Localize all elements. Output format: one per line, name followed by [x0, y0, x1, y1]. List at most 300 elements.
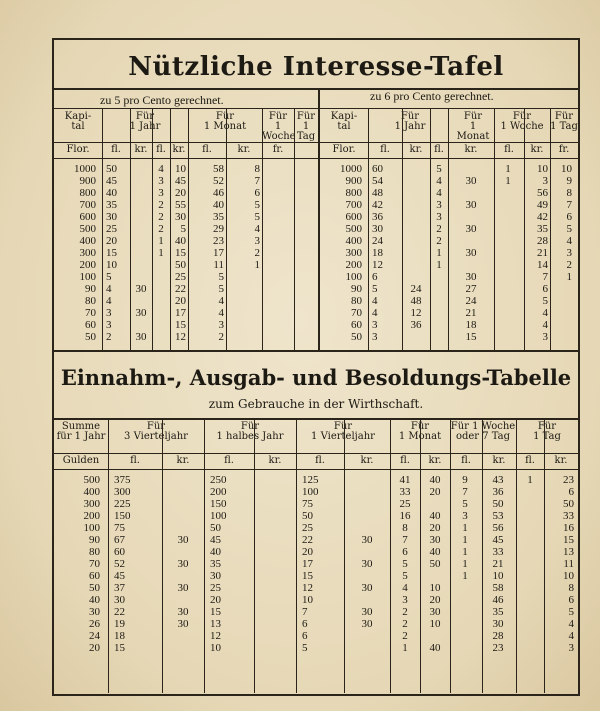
- table-cell: 15: [114, 642, 125, 654]
- income-unit-3: fl.: [224, 455, 234, 466]
- table-cell: [154, 319, 168, 331]
- income-unit-0: Gulden: [62, 455, 100, 466]
- table-cell: 900: [345, 175, 362, 187]
- table-cell: 6: [402, 546, 408, 558]
- table-cell: 15: [302, 570, 313, 582]
- column-rule: [108, 418, 109, 693]
- table-cell: 49: [537, 199, 548, 211]
- table-cell: 10: [106, 259, 117, 271]
- table-cell: [404, 211, 428, 223]
- table-cell: 300: [79, 247, 96, 259]
- table-cell: 36: [410, 319, 422, 331]
- table-cell: 52: [213, 175, 224, 187]
- table-cell: 14: [537, 259, 548, 271]
- table-cell: 40: [429, 474, 441, 486]
- table-cell: 30: [177, 558, 189, 570]
- table-cell: [256, 474, 292, 486]
- table-cell: 300: [83, 498, 100, 510]
- table-cell: 50: [429, 558, 441, 570]
- table-cell: 58: [213, 163, 224, 175]
- table-cell: [166, 642, 200, 654]
- table-cell: [256, 510, 292, 522]
- table-cell: 1000: [340, 163, 362, 175]
- table-cell: 50: [85, 331, 96, 343]
- table-cell: 36: [492, 486, 504, 498]
- table-cell: 20: [175, 295, 186, 307]
- table-cell: 25: [106, 223, 117, 235]
- table-cell: [348, 594, 386, 606]
- right-unit-6: kr.: [530, 144, 544, 155]
- table-cell: 6: [566, 211, 572, 223]
- table-cell: 30: [89, 606, 100, 618]
- income-header-2: Für 1 halbes Jahr: [216, 421, 284, 442]
- table-cell: [452, 259, 490, 271]
- table-cell: 40: [429, 510, 441, 522]
- table-cell: [452, 594, 478, 606]
- table-cell: [256, 606, 292, 618]
- table-cell: 5: [254, 199, 260, 211]
- right-header-3: Für 1 Woche: [500, 111, 544, 132]
- table-cell: 30: [465, 199, 477, 211]
- table-cell: [166, 498, 200, 510]
- table-cell: [552, 307, 572, 319]
- table-cell: 5: [566, 223, 572, 235]
- table-cell: [432, 283, 446, 295]
- table-cell: [404, 247, 428, 259]
- table-cell: 56: [492, 522, 504, 534]
- table-cell: 21: [492, 558, 504, 570]
- table-cell: [154, 295, 168, 307]
- table-cell: [422, 570, 448, 582]
- income-header-5: Für 1 Woche oder 7 Tag: [450, 421, 516, 442]
- table-cell: [132, 211, 150, 223]
- table-cell: 5: [462, 498, 468, 510]
- table-cell: 400: [345, 235, 362, 247]
- column-rule: [254, 418, 255, 693]
- table-cell: 50: [302, 510, 313, 522]
- table-cell: 2: [402, 630, 408, 642]
- table-cell: 35: [213, 211, 224, 223]
- table-cell: 30: [177, 534, 189, 546]
- table-cell: [348, 474, 386, 486]
- table-cell: 2: [158, 223, 164, 235]
- income-header-6: Für 1 Tag: [533, 421, 561, 442]
- table-cell: 30: [372, 223, 383, 235]
- table-cell: 15: [106, 247, 117, 259]
- table-cell: 4: [106, 295, 112, 307]
- table-cell: 48: [372, 187, 383, 199]
- income-unit-9: fl.: [461, 455, 471, 466]
- table-cell: 40: [106, 187, 117, 199]
- right-week-kr-col: [526, 163, 548, 343]
- table-cell: 10: [492, 570, 504, 582]
- table-cell: 75: [302, 498, 313, 510]
- column-rule: [170, 108, 171, 350]
- income-unit-7: fl.: [400, 455, 410, 466]
- table-cell: 24: [89, 630, 100, 642]
- table-cell: [552, 283, 572, 295]
- table-cell: 225: [114, 498, 131, 510]
- income-quarter-kr-col: [348, 474, 386, 654]
- table-cell: [232, 331, 260, 343]
- table-cell: 26: [89, 618, 100, 630]
- income-month-kr-tail-col: [422, 474, 448, 654]
- table-cell: 60: [89, 570, 100, 582]
- interest-title: Nützliche Interesse-Tafel: [128, 52, 504, 82]
- table-cell: 35: [210, 558, 221, 570]
- income-week-fl-col: [452, 474, 478, 654]
- table-cell: 22: [114, 606, 125, 618]
- table-cell: 37: [114, 582, 125, 594]
- table-cell: 6: [542, 283, 548, 295]
- table-cell: 40: [175, 235, 186, 247]
- table-cell: 30: [465, 247, 477, 259]
- table-cell: [422, 606, 448, 618]
- table-cell: 43: [492, 474, 504, 486]
- table-cell: 50: [351, 331, 362, 343]
- right-subtitle: zu 6 pro Cento gerechnet.: [370, 89, 494, 103]
- table-cell: 23: [563, 474, 574, 486]
- income-title: Einnahm-, Ausgab- und Besoldungs-Tabelle: [60, 365, 572, 390]
- table-cell: 28: [492, 630, 504, 642]
- table-cell: 70: [89, 558, 100, 570]
- table-cell: [256, 582, 292, 594]
- table-cell: 50: [89, 582, 100, 594]
- table-cell: [552, 331, 572, 343]
- table-cell: 53: [492, 510, 504, 522]
- table-cell: 90: [85, 283, 96, 295]
- income-unit-5: fl.: [315, 455, 325, 466]
- table-cell: [166, 486, 200, 498]
- table-cell: 12: [175, 331, 186, 343]
- table-cell: [154, 271, 168, 283]
- column-rule: [344, 418, 345, 693]
- table-cell: [348, 510, 386, 522]
- table-cell: 3: [542, 175, 548, 187]
- table-cell: 10: [302, 594, 313, 606]
- table-cell: 200: [79, 259, 96, 271]
- right-year-fl-col: [372, 163, 396, 343]
- column-rule: [482, 418, 483, 693]
- table-cell: [132, 235, 150, 247]
- column-rule: [450, 418, 451, 693]
- table-cell: 400: [83, 486, 100, 498]
- table-cell: [422, 474, 448, 486]
- table-cell: [348, 630, 386, 642]
- table-cell: 6: [372, 271, 378, 283]
- left-unit-4: kr.: [172, 144, 186, 155]
- table-cell: [452, 606, 478, 618]
- table-cell: 13: [210, 618, 221, 630]
- table-cell: 1: [436, 259, 442, 271]
- table-cell: 9: [566, 175, 572, 187]
- right-year-kr-col: [404, 163, 428, 343]
- table-cell: 500: [83, 474, 100, 486]
- table-cell: [518, 642, 542, 654]
- table-cell: 45: [492, 534, 504, 546]
- table-cell: [256, 546, 292, 558]
- income-unit-1: fl.: [130, 455, 140, 466]
- table-cell: 28: [537, 235, 548, 247]
- left-header-3: Für 1 Woche: [262, 111, 296, 142]
- column-rule: [550, 108, 551, 350]
- table-cell: [256, 522, 292, 534]
- column-rule: [516, 418, 517, 693]
- table-cell: [452, 163, 490, 175]
- income-unit-8: kr.: [428, 455, 442, 466]
- column-rule: [494, 108, 495, 350]
- table-cell: 40: [429, 642, 441, 654]
- table-cell: 24: [465, 295, 477, 307]
- table-cell: 3: [568, 642, 574, 654]
- table-cell: [166, 474, 200, 486]
- column-rule: [152, 108, 153, 350]
- table-cell: 23: [492, 642, 504, 654]
- column-rule: [102, 108, 103, 350]
- table-cell: 8: [568, 582, 574, 594]
- table-cell: 3: [402, 594, 408, 606]
- column-rule: [262, 108, 263, 350]
- table-cell: 30: [465, 175, 477, 187]
- table-cell: 5: [254, 211, 260, 223]
- table-cell: 30: [429, 534, 441, 546]
- table-cell: 1: [527, 474, 533, 486]
- table-cell: 3: [436, 211, 442, 223]
- left-unit-5: fl.: [202, 144, 212, 155]
- table-cell: 50: [210, 522, 221, 534]
- column-rule: [162, 418, 163, 693]
- table-cell: [496, 211, 520, 223]
- table-cell: 5: [436, 163, 442, 175]
- table-cell: 25: [210, 582, 221, 594]
- table-cell: 30: [361, 618, 373, 630]
- table-cell: 5: [372, 283, 378, 295]
- table-cell: 8: [402, 522, 408, 534]
- table-cell: 18: [372, 247, 383, 259]
- table-cell: 800: [345, 187, 362, 199]
- table-cell: [496, 319, 520, 331]
- column-rule: [188, 108, 189, 350]
- table-cell: 30: [177, 606, 189, 618]
- table-cell: 10: [537, 163, 548, 175]
- table-cell: 20: [175, 187, 186, 199]
- table-cell: 30: [361, 582, 373, 594]
- column-rule: [544, 418, 545, 693]
- table-cell: [452, 582, 478, 594]
- table-cell: 30: [175, 211, 186, 223]
- table-cell: [348, 522, 386, 534]
- column-rule: [430, 108, 431, 350]
- income-unit-2: kr.: [176, 455, 190, 466]
- table-cell: 3: [436, 199, 442, 211]
- table-cell: [132, 259, 150, 271]
- income-half-fl-col: [210, 474, 240, 654]
- right-capital-col: [322, 163, 362, 343]
- table-cell: 4: [542, 319, 548, 331]
- table-cell: 15: [563, 534, 574, 546]
- table-cell: 1: [402, 642, 408, 654]
- table-cell: 1: [158, 247, 164, 259]
- table-cell: 24: [410, 283, 422, 295]
- right-month-kr-col: [452, 163, 490, 343]
- table-cell: 6: [568, 594, 574, 606]
- table-cell: 56: [537, 187, 548, 199]
- table-cell: 300: [345, 247, 362, 259]
- table-cell: 8: [254, 163, 260, 175]
- column-rule: [296, 418, 297, 693]
- table-cell: 30: [114, 594, 125, 606]
- table-cell: 2: [402, 606, 408, 618]
- table-cell: 4: [106, 283, 112, 295]
- table-cell: 22: [175, 283, 186, 295]
- table-cell: 100: [83, 522, 100, 534]
- table-cell: [422, 582, 448, 594]
- table-cell: 16: [399, 510, 411, 522]
- table-cell: 3: [218, 319, 224, 331]
- table-cell: [404, 199, 428, 211]
- table-cell: 80: [351, 295, 362, 307]
- table-cell: [518, 534, 542, 546]
- table-cell: 30: [177, 618, 189, 630]
- table-cell: [518, 498, 542, 510]
- table-cell: 90: [89, 534, 100, 546]
- table-cell: 10: [210, 642, 221, 654]
- left-unit-0: Flor.: [66, 144, 90, 155]
- table-cell: 600: [345, 211, 362, 223]
- table-cell: 15: [175, 319, 186, 331]
- table-cell: 7: [302, 606, 308, 618]
- income-unit-10: kr.: [492, 455, 506, 466]
- table-cell: [422, 486, 448, 498]
- table-cell: 40: [213, 199, 224, 211]
- table-cell: 45: [210, 534, 221, 546]
- income-header-4: Für 1 Monat: [398, 421, 442, 442]
- table-cell: 42: [372, 199, 383, 211]
- table-cell: [256, 534, 292, 546]
- income-day-kr-col: [546, 474, 574, 654]
- table-cell: 5: [302, 642, 308, 654]
- right-unit-2: kr.: [409, 144, 423, 155]
- table-cell: 40: [210, 546, 221, 558]
- table-cell: 25: [302, 522, 313, 534]
- table-cell: [348, 546, 386, 558]
- income-week-kr-col: [484, 474, 512, 654]
- income-subtitle: zum Gebrauche in der Wirthschaft.: [208, 397, 424, 411]
- table-cell: 2: [402, 618, 408, 630]
- table-cell: 4: [158, 163, 164, 175]
- table-cell: [256, 630, 292, 642]
- table-cell: 33: [399, 486, 411, 498]
- table-cell: 90: [351, 283, 362, 295]
- table-cell: 50: [175, 259, 186, 271]
- table-cell: 50: [492, 498, 504, 510]
- table-cell: 20: [89, 642, 100, 654]
- column-rule: [420, 418, 421, 693]
- table-cell: [404, 175, 428, 187]
- table-cell: 500: [345, 223, 362, 235]
- table-cell: 150: [114, 510, 131, 522]
- table-cell: 35: [537, 223, 548, 235]
- table-cell: [154, 307, 168, 319]
- column-rule: [226, 108, 227, 350]
- table-cell: 46: [213, 187, 224, 199]
- table-cell: [432, 331, 446, 343]
- table-cell: 8: [566, 187, 572, 199]
- table-cell: [422, 558, 448, 570]
- table-cell: 700: [345, 199, 362, 211]
- table-cell: [496, 199, 520, 211]
- table-cell: [518, 558, 542, 570]
- table-cell: 5: [180, 223, 186, 235]
- right-unit-5: fl.: [504, 144, 514, 155]
- table-cell: [348, 486, 386, 498]
- table-cell: [422, 594, 448, 606]
- table-cell: 24: [372, 235, 383, 247]
- table-cell: 3: [372, 319, 378, 331]
- table-cell: 1: [436, 247, 442, 259]
- table-cell: [404, 187, 428, 199]
- table-cell: 12: [372, 259, 383, 271]
- left-header-0: Kapi- tal: [64, 111, 92, 132]
- table-cell: 3: [106, 307, 112, 319]
- table-cell: [404, 271, 428, 283]
- table-cell: 30: [429, 606, 441, 618]
- table-cell: [404, 163, 428, 175]
- table-cell: [166, 594, 200, 606]
- column-rule: [448, 108, 449, 350]
- table-cell: 20: [429, 522, 441, 534]
- table-cell: [496, 295, 520, 307]
- table-cell: 4: [372, 307, 378, 319]
- table-cell: [232, 319, 260, 331]
- right-header-0: Kapi- tal: [330, 111, 358, 132]
- table-cell: 22: [302, 534, 313, 546]
- table-cell: [496, 247, 520, 259]
- table-cell: 30: [361, 558, 373, 570]
- table-cell: 4: [372, 295, 378, 307]
- table-cell: [404, 223, 428, 235]
- table-cell: 75: [114, 522, 125, 534]
- table-cell: 12: [302, 582, 313, 594]
- table-cell: 2: [158, 199, 164, 211]
- column-rule: [368, 108, 369, 350]
- table-cell: 50: [106, 163, 117, 175]
- right-unit-3: fl.: [434, 144, 444, 155]
- table-cell: [432, 307, 446, 319]
- left-month-kr-col: [172, 163, 186, 343]
- table-cell: 33: [492, 546, 504, 558]
- income-sum-col: [56, 474, 100, 654]
- income-half-kr-col: [256, 474, 292, 654]
- table-cell: [496, 187, 520, 199]
- table-cell: 6: [254, 187, 260, 199]
- table-cell: 5: [542, 295, 548, 307]
- income-unit-12: kr.: [554, 455, 568, 466]
- table-cell: 33: [563, 510, 574, 522]
- table-cell: [496, 271, 520, 283]
- table-cell: 25: [175, 271, 186, 283]
- column-rule: [390, 418, 391, 693]
- table-cell: [132, 247, 150, 259]
- table-cell: [132, 163, 150, 175]
- table-cell: 4: [254, 223, 260, 235]
- table-cell: 40: [89, 594, 100, 606]
- table-cell: [404, 259, 428, 271]
- table-cell: 300: [114, 486, 131, 498]
- column-rule: [524, 108, 525, 350]
- left-subtitle: zu 5 pro Cento gerechnet.: [100, 93, 224, 107]
- left-unit-1: fl.: [111, 144, 121, 155]
